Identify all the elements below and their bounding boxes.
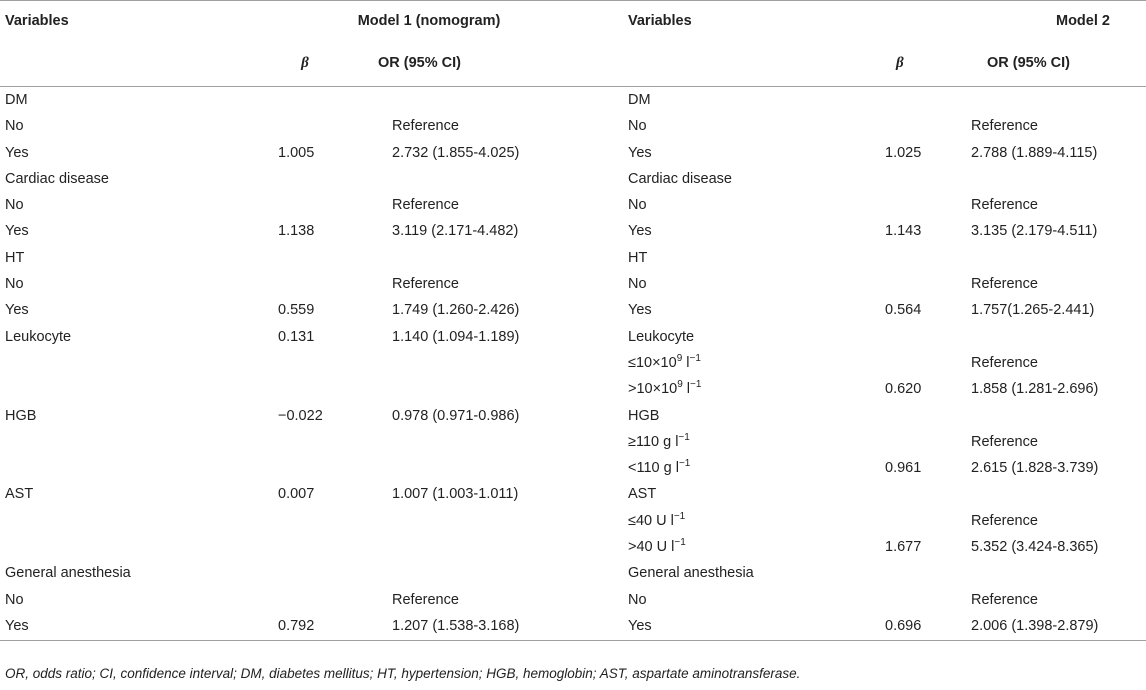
variable-text: >10×10 (628, 381, 678, 398)
cell-beta-left: −0.022 (278, 407, 323, 424)
cell-beta-left (232, 87, 378, 114)
cell-beta-right: 1.025 (885, 144, 922, 161)
cell-or-right (971, 87, 1146, 114)
cell-or-right (971, 560, 1146, 586)
cell-beta-left (232, 560, 378, 586)
variable-unit-sup: −1 (689, 353, 701, 365)
cell-or-right: 5.352 (3.424-8.365) (971, 539, 1099, 556)
cell-or-right: Reference (971, 354, 1038, 371)
cell-or-right: 2.006 (1.398-2.879) (971, 613, 1146, 641)
cell-or-left: Reference (392, 118, 459, 135)
cell-variable-right (626, 429, 826, 455)
cell-or-left: 1.007 (1.003-1.011) (392, 486, 519, 503)
header-or-left: OR (95% CI) (378, 41, 626, 87)
cell-or-right: Reference (971, 118, 1038, 135)
cell-beta-right: 0.620 (885, 381, 922, 398)
cell-variable-left: Yes (5, 144, 29, 161)
header-model2: Model 2 (826, 1, 1146, 42)
cell-beta-right: 0.696 (826, 613, 971, 641)
cell-variable-right: Yes (628, 144, 652, 161)
table-row (0, 508, 1146, 534)
cell-beta-right: 0.961 (885, 460, 922, 477)
variable-text: >40 U l (628, 539, 675, 556)
header-model1: Model 1 (nomogram) (232, 1, 626, 42)
variable-unit-sup: −1 (690, 379, 702, 391)
cell-variable-right: Yes (628, 223, 652, 240)
cell-or-right: 2.615 (1.828-3.739) (971, 460, 1099, 477)
cell-or-left (378, 429, 626, 455)
table-row (0, 376, 1146, 402)
cell-variable-left (0, 534, 232, 560)
table-row (0, 87, 1146, 114)
cell-or-right (971, 403, 1146, 429)
cell-or-left: 1.749 (1.260-2.426) (392, 302, 520, 319)
cell-or-right (971, 324, 1146, 350)
cell-or-right: 2.788 (1.889-4.115) (971, 144, 1098, 161)
cell-or-right: Reference (971, 591, 1038, 608)
cell-or-left: 1.140 (1.094-1.189) (392, 328, 520, 345)
variable-sup: −1 (678, 458, 691, 470)
table-row (0, 113, 1146, 139)
cell-beta-left: 0.792 (232, 613, 378, 641)
cell-beta-right (826, 560, 971, 586)
cell-or-right: 3.135 (2.179-4.511) (971, 223, 1098, 240)
table-row (0, 429, 1146, 455)
cell-beta-right (826, 245, 971, 271)
cell-beta-right (826, 350, 971, 376)
table-row (0, 403, 1146, 429)
cell-or-left (378, 87, 626, 114)
cell-beta-left: 1.138 (278, 223, 315, 240)
cell-variable-right: AST (628, 486, 657, 503)
table-row (0, 534, 1146, 560)
header-or-right: OR (95% CI) (971, 41, 1146, 87)
cell-beta-left (232, 166, 378, 192)
cell-variable-left: HGB (5, 407, 37, 424)
cell-variable-right: Yes (626, 613, 826, 641)
cell-beta-right: 1.677 (885, 539, 922, 556)
cell-beta-left (232, 113, 378, 139)
table-row (0, 218, 1146, 244)
cell-beta-right (826, 587, 971, 613)
cell-or-left: Reference (392, 197, 459, 214)
subheader-row (0, 41, 1146, 87)
variable-sup: −1 (674, 537, 686, 549)
cell-beta-right (826, 324, 971, 350)
cell-variable-right: HGB (628, 407, 660, 424)
variable-text: ≥110 g l (628, 433, 679, 450)
cell-or-right (971, 245, 1146, 271)
cell-or-left: 3.119 (2.171-4.482) (392, 223, 519, 240)
cell-beta-left (232, 534, 378, 560)
cell-beta-right (826, 166, 971, 192)
cell-beta-left (232, 508, 378, 534)
cell-beta-left: 1.005 (278, 144, 315, 161)
cell-variable-left: No (5, 276, 24, 293)
cell-variable-left: DM (5, 92, 28, 108)
header-beta-right: β (896, 55, 904, 72)
table-footnote: OR, odds ratio; CI, confidence interval; DM, diabetes mellitus; HT, hypertension; HGB, hemoglobin; AST, aspartate aminotransferase. (5, 666, 801, 681)
cell-variable-left (0, 429, 232, 455)
cell-beta-left (232, 350, 378, 376)
cell-variable-right: Leukocyte (628, 328, 695, 345)
cell-beta-right (826, 87, 971, 114)
cell-variable-left: No (5, 591, 24, 608)
cell-or-left (378, 166, 626, 192)
cell-beta-left (232, 587, 378, 613)
cell-or-right (971, 481, 1146, 507)
cell-variable-left: No (5, 197, 24, 214)
cell-or-right: Reference (971, 512, 1038, 529)
cell-or-left (378, 508, 626, 534)
cell-variable-left: Yes (5, 302, 29, 319)
cell-beta-right (826, 403, 971, 429)
cell-variable-left (0, 508, 232, 534)
table-row (0, 455, 1146, 481)
cell-beta-right (826, 481, 971, 507)
cell-variable-left: General anesthesia (5, 565, 131, 582)
table-row (0, 324, 1146, 350)
cell-or-left: 1.207 (1.538-3.168) (378, 613, 626, 641)
cell-variable-right (626, 376, 826, 402)
cell-beta-right: 0.564 (885, 302, 922, 319)
cell-beta-left: 0.131 (278, 328, 315, 345)
cell-variable-left: Cardiac disease (5, 170, 109, 187)
cell-or-right: Reference (971, 197, 1038, 214)
cell-variable-right: HT (628, 249, 648, 266)
table-row (0, 297, 1146, 323)
cell-or-right (971, 166, 1146, 192)
cell-beta-left (232, 455, 378, 481)
cell-or-left: 2.732 (1.855-4.025) (392, 144, 520, 161)
variable-sup: −1 (678, 432, 690, 444)
cell-beta-right (826, 192, 971, 218)
cell-beta-left: 0.559 (278, 302, 315, 319)
cell-variable-left: AST (5, 486, 34, 503)
cell-variable-right: DM (628, 92, 651, 108)
cell-variable-right: No (628, 118, 647, 135)
cell-or-left (378, 534, 626, 560)
cell-variable-left (0, 455, 232, 481)
table-row (0, 587, 1146, 613)
cell-variable-left: Leukocyte (5, 328, 72, 345)
cell-variable-left (0, 376, 232, 402)
table-row (0, 481, 1146, 507)
cell-variable-left: Yes (0, 613, 232, 641)
table-row (0, 245, 1146, 271)
cell-variable-right: No (628, 591, 647, 608)
cell-beta-left (232, 429, 378, 455)
cell-variable-right: Yes (628, 302, 652, 319)
header-beta-left: β (301, 55, 309, 72)
cell-or-right: 1.858 (1.281-2.696) (971, 381, 1099, 398)
cell-or-left (378, 245, 626, 271)
cell-beta-right (826, 429, 971, 455)
cell-variable-right: No (628, 276, 647, 293)
table-row (0, 350, 1146, 376)
variable-sup: 9 (677, 379, 683, 391)
cell-beta-left (232, 245, 378, 271)
variable-sup: 9 (676, 353, 683, 365)
cell-or-left (378, 455, 626, 481)
cell-variable-right: Cardiac disease (628, 170, 732, 187)
cell-variable-left: HT (5, 249, 25, 266)
variable-text: <110 g l (628, 460, 679, 477)
header-variables-left: Variables (0, 1, 232, 42)
cell-beta-right (826, 271, 971, 297)
cell-or-right: Reference (971, 433, 1038, 450)
cell-beta-left (232, 376, 378, 402)
header-variables-right: Variables (626, 1, 826, 42)
cell-beta-right (826, 508, 971, 534)
header-row (0, 1, 1146, 42)
table-row (0, 140, 1146, 166)
cell-variable-right (626, 455, 826, 481)
table-row (0, 613, 1146, 641)
table-row (0, 271, 1146, 297)
variable-unit: l (682, 381, 691, 398)
cell-variable-right: No (628, 197, 647, 214)
cell-or-left: Reference (392, 591, 459, 608)
cell-or-left: Reference (392, 276, 459, 293)
cell-variable-right (626, 350, 826, 376)
cell-beta-left (232, 192, 378, 218)
cell-or-right: Reference (971, 276, 1038, 293)
cell-variable-left: No (5, 118, 24, 135)
cell-variable-left (0, 350, 232, 376)
cell-or-right: 1.757(1.265-2.441) (971, 302, 1095, 319)
cell-variable-right (626, 508, 826, 534)
cell-beta-right (826, 113, 971, 139)
cell-or-left (378, 560, 626, 586)
cell-variable-right (626, 534, 826, 560)
table-row (0, 166, 1146, 192)
cell-variable-left: Yes (5, 223, 29, 240)
cell-beta-right: 1.143 (885, 223, 922, 240)
cell-beta-left: 0.007 (278, 486, 315, 503)
table-row (0, 560, 1146, 586)
cell-variable-right: General anesthesia (628, 565, 754, 582)
variable-unit: l (682, 354, 690, 371)
variable-text: ≤40 U l (628, 512, 674, 529)
variable-sup: −1 (673, 510, 686, 522)
cell-beta-left (232, 271, 378, 297)
cell-or-left: 0.978 (0.971-0.986) (392, 407, 520, 424)
cell-or-left (378, 350, 626, 376)
table-row (0, 192, 1146, 218)
cell-or-left (378, 376, 626, 402)
variable-text: ≤10×10 (628, 354, 677, 371)
